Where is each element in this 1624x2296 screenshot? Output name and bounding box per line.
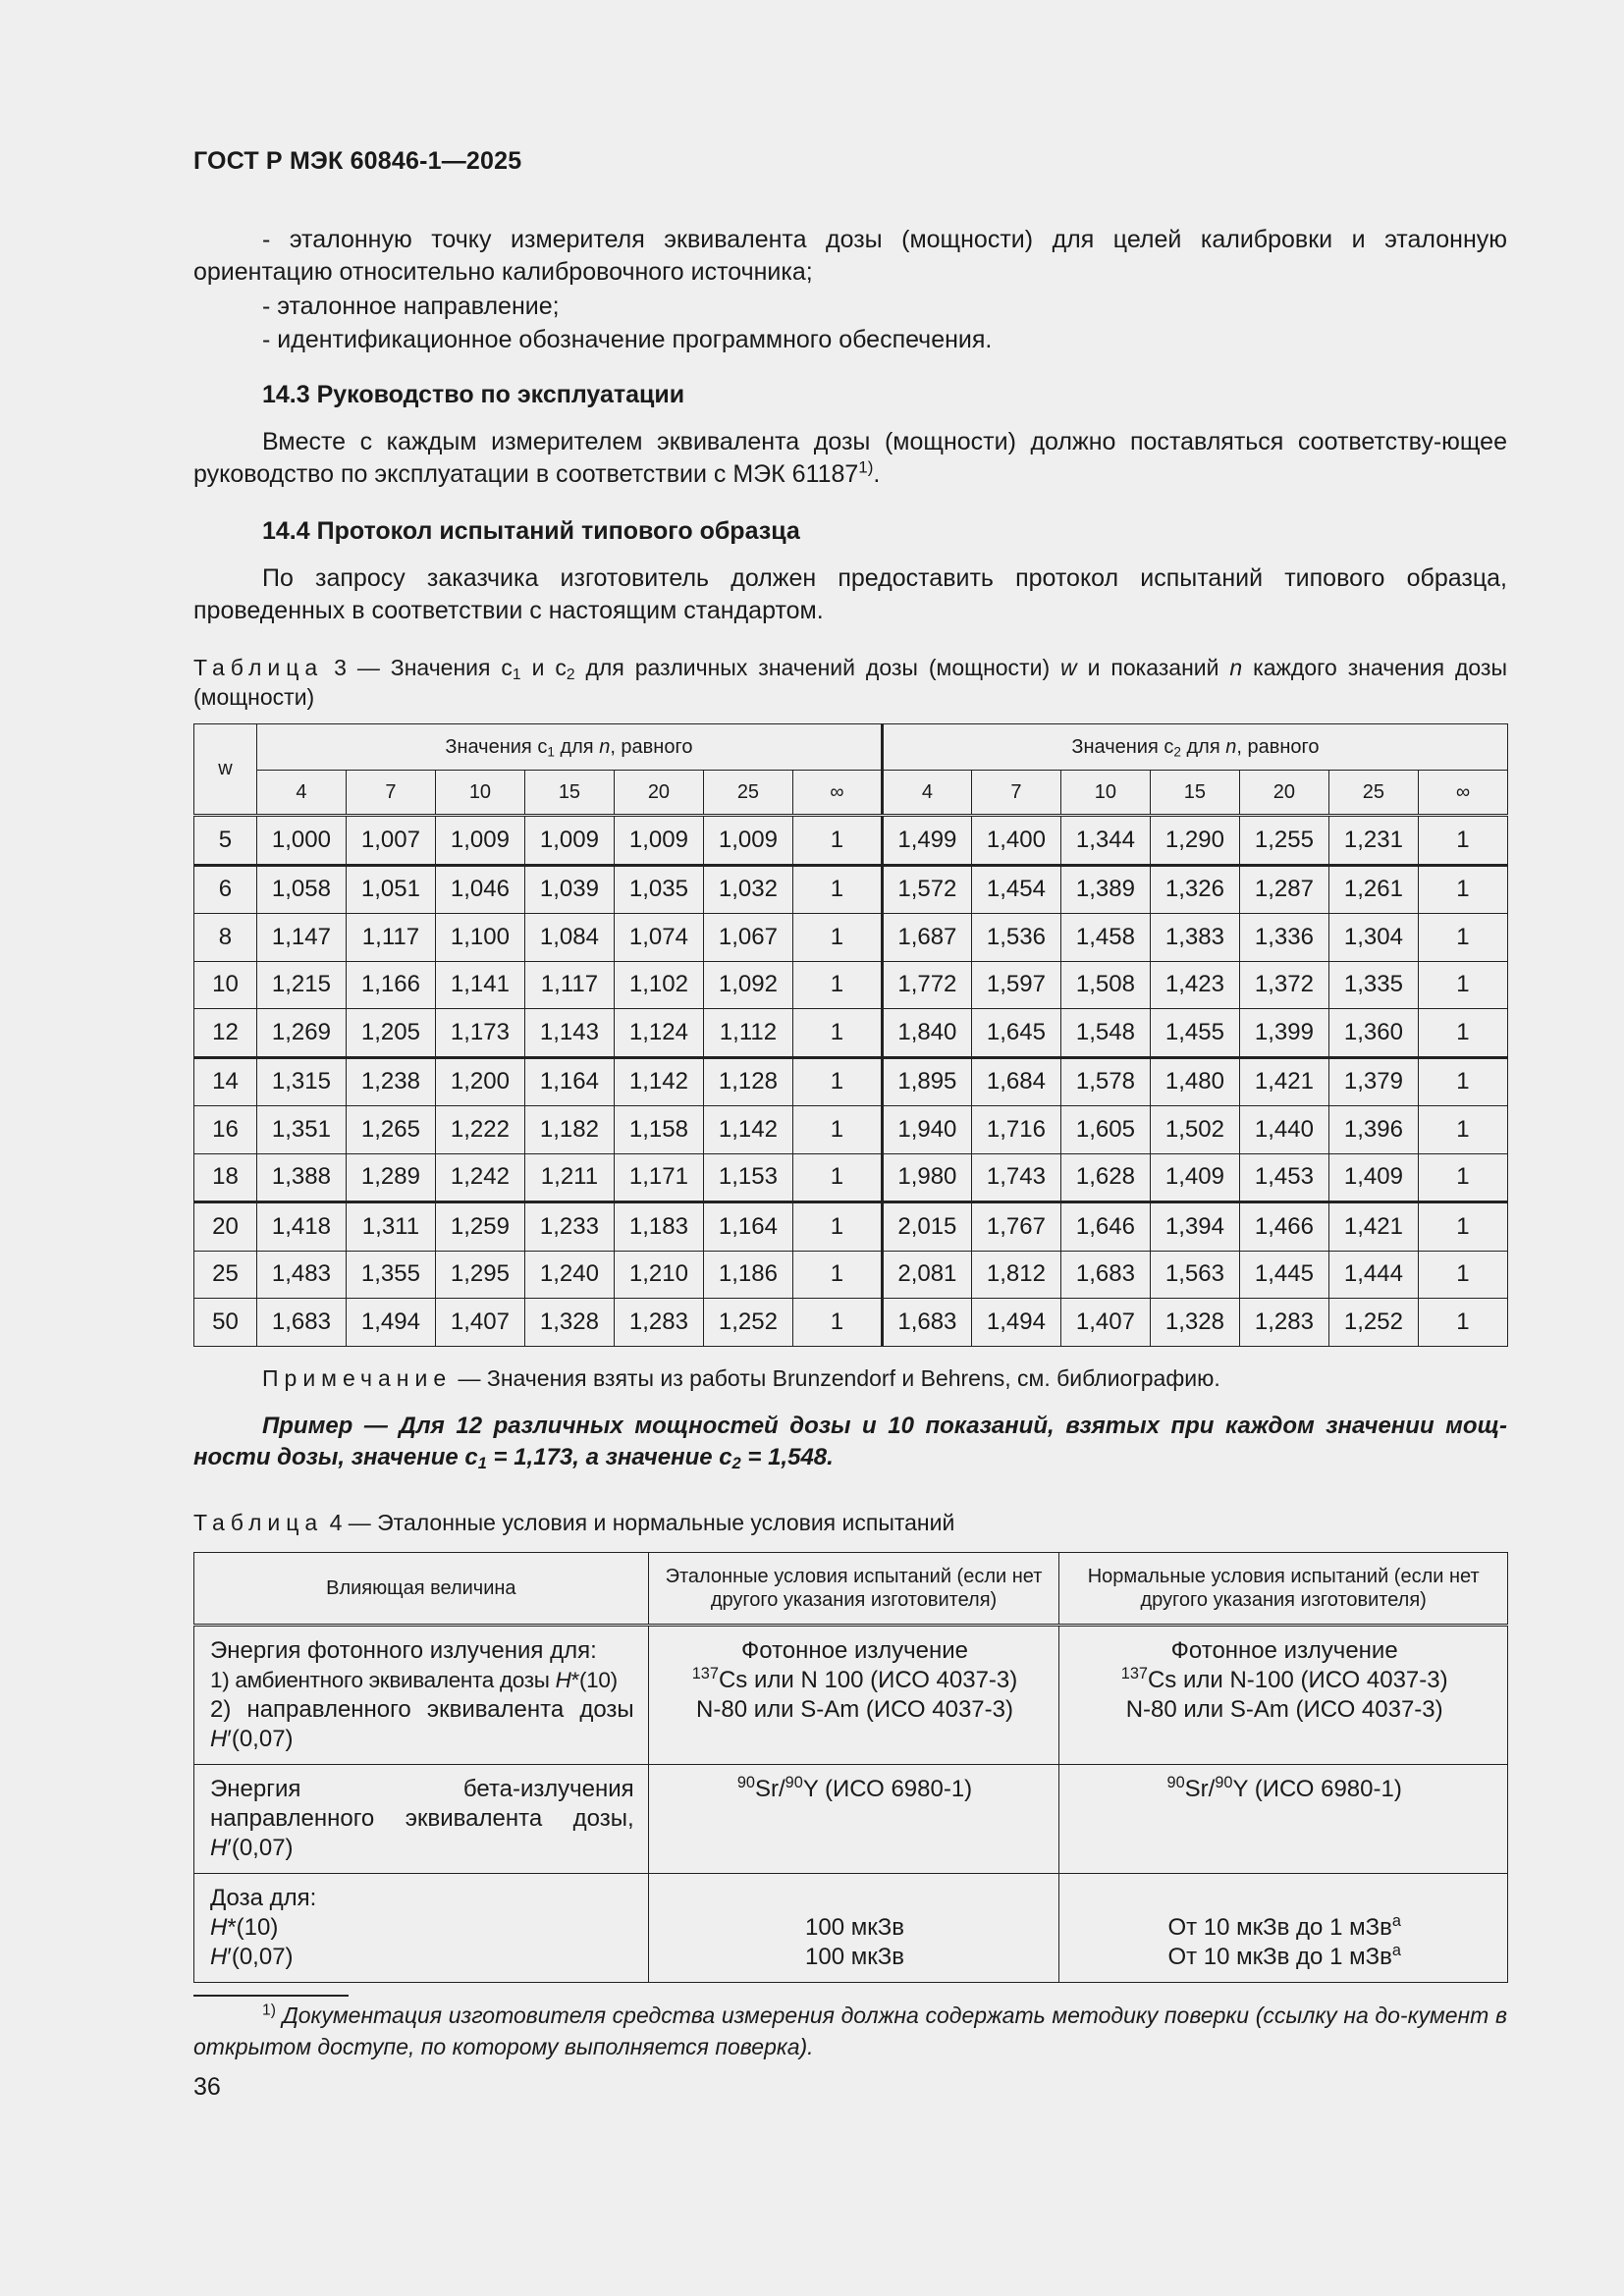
- table3-c1-cell: 1,173: [435, 1009, 524, 1058]
- table3-c1-cell: 1,032: [703, 865, 792, 914]
- table4-cell: Фотонное излучение $^{137}$Cs или N-100 (ИСО 4037-3) N-80 или S-Am (ИСО 4037-3): [1059, 1626, 1508, 1765]
- table3-c2-cell: 1,683: [1060, 1251, 1150, 1299]
- table3-n-header: 20: [614, 771, 703, 816]
- table-row: [194, 1202, 1508, 1252]
- table3-c1-cell: 1,211: [524, 1153, 614, 1202]
- table3-c2-group-header: Значения $c_2$ для n, равного: [882, 724, 1507, 771]
- table3-c1-cell: 1,092: [703, 961, 792, 1009]
- table3-c2-cell: 1,304: [1328, 914, 1418, 962]
- table3-w-header: w: [194, 724, 257, 816]
- table3-c1-cell: 1,153: [703, 1153, 792, 1202]
- table3-c2-cell: 1,684: [971, 1057, 1060, 1106]
- table3-c1-cell: 1: [792, 1153, 882, 1202]
- table3-c1-cell: 1: [792, 914, 882, 962]
- table3-c2-cell: 1,895: [882, 1057, 971, 1106]
- table3-c2-cell: 1,360: [1328, 1009, 1418, 1058]
- table3-c2-cell: 1,283: [1239, 1299, 1328, 1347]
- table3-c2-cell: 1,466: [1239, 1202, 1328, 1252]
- table4-cell: $^{90}$Sr/$^{90}$Y (ИСО 6980-1): [1059, 1765, 1508, 1874]
- table3-c1-cell: 1,328: [524, 1299, 614, 1347]
- table3-n-header: 15: [1150, 771, 1239, 816]
- table-row: [194, 1299, 1508, 1347]
- table4-header-influence: Влияющая величина: [194, 1553, 649, 1626]
- table3-n-header: ∞: [792, 771, 882, 816]
- table-row: [194, 961, 1508, 1009]
- table3-c1-cell: 1,100: [435, 914, 524, 962]
- table3-c2-cell: 1,743: [971, 1153, 1060, 1202]
- table-row: [194, 816, 1508, 866]
- table3-c2-cell: 1,605: [1060, 1106, 1150, 1154]
- table3-c2-cell: 1,399: [1239, 1009, 1328, 1058]
- table3-c2-cell: 1,508: [1060, 961, 1150, 1009]
- table3-c2-cell: 1,455: [1150, 1009, 1239, 1058]
- table3-w-cell: 10: [194, 961, 257, 1009]
- table3-c2-cell: 1,440: [1239, 1106, 1328, 1154]
- table3-c2-cell: 1,683: [882, 1299, 971, 1347]
- table3-c1-cell: 1,240: [524, 1251, 614, 1299]
- table3-c2-cell: 1: [1418, 865, 1507, 914]
- table3-c1-cell: 1,067: [703, 914, 792, 962]
- table-row: [194, 865, 1508, 914]
- table3-c1-cell: 1,164: [524, 1057, 614, 1106]
- table3-c2-cell: 1: [1418, 1202, 1507, 1252]
- table3-w-cell: 18: [194, 1153, 257, 1202]
- table3-c2-cell: 1,255: [1239, 816, 1328, 866]
- footnote: $^{1)}$ Документация изготовителя средства измерения должна содержать методику поверки (ссылку на до-кумент в открытом доступе, по которому выполняется поверка).: [193, 2002, 1507, 2059]
- table3-c1-cell: 1: [792, 865, 882, 914]
- table3-w-cell: 50: [194, 1299, 257, 1347]
- table3-c1-cell: 1,009: [524, 816, 614, 866]
- table3-w-cell: 5: [194, 816, 257, 866]
- table3-c2-cell: 1,597: [971, 961, 1060, 1009]
- table3-c1-cell: 1,142: [703, 1106, 792, 1154]
- table3-c2-cell: 1,716: [971, 1106, 1060, 1154]
- table3-c1-cell: 1,483: [256, 1251, 346, 1299]
- table3-c1-cell: 1: [792, 1106, 882, 1154]
- table3-c2-cell: 1,687: [882, 914, 971, 962]
- table3-c1-cell: 1: [792, 1057, 882, 1106]
- table3-c2-cell: 1,502: [1150, 1106, 1239, 1154]
- table4-cell: 100 мкЗв 100 мкЗв: [648, 1874, 1059, 1983]
- table3-c2-cell: 2,081: [882, 1251, 971, 1299]
- list-item-2: - эталонное направление;: [262, 293, 560, 320]
- table3-c2-cell: 1,231: [1328, 816, 1418, 866]
- table3-c2-cell: 1: [1418, 1299, 1507, 1347]
- table3-c2-cell: 1,645: [971, 1009, 1060, 1058]
- table3-w-cell: 6: [194, 865, 257, 914]
- table3-n-header: 4: [256, 771, 346, 816]
- table3-c1-cell: 1: [792, 961, 882, 1009]
- table3-c2-cell: 1,372: [1239, 961, 1328, 1009]
- table3-c1-cell: 1,283: [614, 1299, 703, 1347]
- table3-c1-cell: 1,315: [256, 1057, 346, 1106]
- table3-c1-cell: 1,171: [614, 1153, 703, 1202]
- table3-c1-cell: 1,233: [524, 1202, 614, 1252]
- table3-c2-cell: 1,400: [971, 816, 1060, 866]
- table3-n-header: 20: [1239, 771, 1328, 816]
- footnote-ref: 1): [858, 457, 874, 477]
- table3-c2-cell: 1,445: [1239, 1251, 1328, 1299]
- table3-c1-cell: 1,210: [614, 1251, 703, 1299]
- table3-c1-cell: 1,269: [256, 1009, 346, 1058]
- table3-c2-cell: 1,812: [971, 1251, 1060, 1299]
- table3-n-header: 25: [1328, 771, 1418, 816]
- table3-c2-cell: 1,772: [882, 961, 971, 1009]
- table3-c1-cell: 1,007: [346, 816, 435, 866]
- table3-w-cell: 16: [194, 1106, 257, 1154]
- table3-c2-cell: 1,326: [1150, 865, 1239, 914]
- table3-c1-cell: 1,164: [703, 1202, 792, 1252]
- table3-c1-cell: 1,295: [435, 1251, 524, 1299]
- table3-c2-cell: 1,287: [1239, 865, 1328, 914]
- table3-c2-cell: 1,407: [1060, 1299, 1150, 1347]
- table3-c2-cell: 1,389: [1060, 865, 1150, 914]
- table3-c1-cell: 1,147: [256, 914, 346, 962]
- table3-note: Примечание — Значения взяты из работы Brunzendorf и Behrens, см. библиографию.: [262, 1365, 1220, 1391]
- table3-c1-group-header: Значения $c_1$ для n, равного: [256, 724, 882, 771]
- table3-c2-cell: 1,261: [1328, 865, 1418, 914]
- table4: [193, 1552, 1508, 1983]
- table3-c1-cell: 1,311: [346, 1202, 435, 1252]
- table4-cell: $^{90}$Sr/$^{90}$Y (ИСО 6980-1): [648, 1765, 1059, 1874]
- table4-cell: От 10 мкЗв до 1 мЗв$^a$ От 10 мкЗв до 1 мЗв$^a$: [1059, 1874, 1508, 1983]
- table3: [193, 723, 1508, 1347]
- table3-c1-cell: 1,494: [346, 1299, 435, 1347]
- table4-header-reference: Эталонные условия испытаний (если нет другого указания изготовителя): [648, 1553, 1059, 1626]
- table3-c1-cell: 1,215: [256, 961, 346, 1009]
- table3-c1-cell: 1,259: [435, 1202, 524, 1252]
- list-item-1: - эталонную точку измерителя эквивалента дозы (мощности) для целей калибровки и эталонную ориентацию относительно калибровочного источника;: [193, 226, 1507, 286]
- page-number: 36: [193, 2073, 221, 2101]
- table3-c1-cell: 1,200: [435, 1057, 524, 1106]
- table3-w-cell: 25: [194, 1251, 257, 1299]
- table3-c1-cell: 1,186: [703, 1251, 792, 1299]
- table3-c2-cell: 1,980: [882, 1153, 971, 1202]
- table3-c2-cell: 1,480: [1150, 1057, 1239, 1106]
- table3-c2-cell: 1,628: [1060, 1153, 1150, 1202]
- table3-c2-cell: 1,563: [1150, 1251, 1239, 1299]
- table3-c1-cell: 1,407: [435, 1299, 524, 1347]
- table3-c1-cell: 1,009: [614, 816, 703, 866]
- section-14-4-text: По запросу заказчика изготовитель должен предоставить протокол испытаний типового образца, проведенных в соответствии с настоящим стандартом.: [193, 564, 1507, 624]
- table3-c2-cell: 1,840: [882, 1009, 971, 1058]
- table3-c1-cell: 1,205: [346, 1009, 435, 1058]
- table3-c2-cell: 1,940: [882, 1106, 971, 1154]
- section-14-3-title: 14.3 Руководство по эксплуатации: [262, 381, 685, 408]
- table3-c2-cell: 1: [1418, 961, 1507, 1009]
- table3-w-cell: 8: [194, 914, 257, 962]
- table3-c1-cell: 1,102: [614, 961, 703, 1009]
- table3-c2-cell: 1,409: [1328, 1153, 1418, 1202]
- table3-c1-cell: 1: [792, 1251, 882, 1299]
- table-row: [194, 1057, 1508, 1106]
- table-row: [194, 1626, 1508, 1765]
- table3-c1-cell: 1,166: [346, 961, 435, 1009]
- table3-n-header: 7: [346, 771, 435, 816]
- table3-n-header: 10: [435, 771, 524, 816]
- table3-c1-cell: 1,143: [524, 1009, 614, 1058]
- table3-c1-cell: 1,388: [256, 1153, 346, 1202]
- table3-c2-cell: 1,548: [1060, 1009, 1150, 1058]
- table3-caption: Таблица 3 — Значения $с_1$ и $с_2$ для различных значений дозы (мощности) w и показаний n каждого значения дозы (мощности): [193, 655, 1508, 710]
- table3-c1-cell: 1,046: [435, 865, 524, 914]
- table4-cell: Энергия фотонного излучения для: 1) амбиентного эквивалента дозы H*(10) 2) направленного эквивалента дозы H′(0,07): [194, 1626, 649, 1765]
- table-row: [194, 1765, 1508, 1874]
- table3-c1-cell: 1,128: [703, 1057, 792, 1106]
- table3-c2-cell: 1,409: [1150, 1153, 1239, 1202]
- table3-c1-cell: 1,238: [346, 1057, 435, 1106]
- table-row: [194, 1106, 1508, 1154]
- table3-c1-cell: 1: [792, 816, 882, 866]
- table3-c1-cell: 1,000: [256, 816, 346, 866]
- table3-c2-cell: 1,578: [1060, 1057, 1150, 1106]
- table3-c2-cell: 1,383: [1150, 914, 1239, 962]
- table3-c2-cell: 1: [1418, 914, 1507, 962]
- table3-c2-cell: 1,454: [971, 865, 1060, 914]
- table3-n-header: 15: [524, 771, 614, 816]
- table3-c2-cell: 1: [1418, 816, 1507, 866]
- table3-c2-cell: 1,335: [1328, 961, 1418, 1009]
- table3-c2-cell: 1,344: [1060, 816, 1150, 866]
- table3-c2-cell: 1,767: [971, 1202, 1060, 1252]
- table3-c1-cell: 1,182: [524, 1106, 614, 1154]
- table3-c2-cell: 1,453: [1239, 1153, 1328, 1202]
- table3-c2-cell: 1,646: [1060, 1202, 1150, 1252]
- table3-c1-cell: 1,252: [703, 1299, 792, 1347]
- section-14-3-text: Вместе с каждым измерителем эквивалента дозы (мощности) должно поставляться соответству-ющее руководство по эксплуатации в соответствии с МЭК 61187$^{1)}$.: [193, 428, 1507, 488]
- table3-c1-cell: 1,158: [614, 1106, 703, 1154]
- table4-header-normal: Нормальные условия испытаний (если нет другого указания изготовителя): [1059, 1553, 1508, 1626]
- table3-c2-cell: 1,252: [1328, 1299, 1418, 1347]
- table3-c2-cell: 1,458: [1060, 914, 1150, 962]
- table3-c2-cell: 1,536: [971, 914, 1060, 962]
- table3-c1-cell: 1,039: [524, 865, 614, 914]
- table4-cell: Фотонное излучение $^{137}$Cs или N 100 (ИСО 4037-3) N-80 или S-Am (ИСО 4037-3): [648, 1626, 1059, 1765]
- table3-c1-cell: 1: [792, 1009, 882, 1058]
- table3-c1-cell: 1,117: [524, 961, 614, 1009]
- table3-c2-cell: 1,328: [1150, 1299, 1239, 1347]
- table3-c1-cell: 1,009: [435, 816, 524, 866]
- table3-c1-cell: 1,265: [346, 1106, 435, 1154]
- footnote-separator: [193, 1995, 349, 1997]
- table3-c2-cell: 1: [1418, 1057, 1507, 1106]
- table3-n-header: 10: [1060, 771, 1150, 816]
- table3-c2-cell: 1,396: [1328, 1106, 1418, 1154]
- table3-c2-cell: 1,421: [1328, 1202, 1418, 1252]
- table3-c1-cell: 1,058: [256, 865, 346, 914]
- table3-c1-cell: 1: [792, 1299, 882, 1347]
- table3-c2-cell: 1,444: [1328, 1251, 1418, 1299]
- table3-c1-cell: 1,222: [435, 1106, 524, 1154]
- table4-cell: Энергия бета-излучения направленного эквивалента дозы, H′(0,07): [194, 1765, 649, 1874]
- example-paragraph: Пример — Для 12 различных мощностей дозы и 10 показаний, взятых при каждом значении мощ-ности дозы, значение $с_1 = 1,173$, а значение $с_2 = 1,548$.: [193, 1413, 1507, 1473]
- table3-c1-cell: 1,084: [524, 914, 614, 962]
- table4-cell: Доза для: H*(10) H′(0,07): [194, 1874, 649, 1983]
- document-header: ГОСТ Р МЭК 60846-1—2025: [193, 147, 522, 175]
- table-row: [194, 1009, 1508, 1058]
- table3-c1-cell: 1,074: [614, 914, 703, 962]
- table3-c1-cell: 1,051: [346, 865, 435, 914]
- table3-c2-cell: 1: [1418, 1251, 1507, 1299]
- table4-caption: Таблица 4 — Эталонные условия и нормальные условия испытаний: [193, 1510, 955, 1535]
- table-row: [194, 1251, 1508, 1299]
- table3-w-cell: 12: [194, 1009, 257, 1058]
- table3-c2-cell: 1,423: [1150, 961, 1239, 1009]
- table3-c1-cell: 1,418: [256, 1202, 346, 1252]
- table3-w-cell: 14: [194, 1057, 257, 1106]
- table3-c1-cell: 1,183: [614, 1202, 703, 1252]
- table3-c1-cell: 1,142: [614, 1057, 703, 1106]
- list-item-3: - идентификационное обозначение программного обеспечения.: [262, 326, 993, 353]
- table3-n-header: 4: [882, 771, 971, 816]
- table3-n-header: 7: [971, 771, 1060, 816]
- table3-c1-cell: 1,112: [703, 1009, 792, 1058]
- table3-c1-cell: 1,683: [256, 1299, 346, 1347]
- table3-c2-cell: 1: [1418, 1153, 1507, 1202]
- table3-c1-cell: 1,141: [435, 961, 524, 1009]
- table3-c1-cell: 1,035: [614, 865, 703, 914]
- table3-c1-cell: 1,117: [346, 914, 435, 962]
- table3-w-cell: 20: [194, 1202, 257, 1252]
- table3-c2-cell: 1,290: [1150, 816, 1239, 866]
- table3-c2-cell: 1,394: [1150, 1202, 1239, 1252]
- table3-c1-cell: 1,289: [346, 1153, 435, 1202]
- section-14-4-title: 14.4 Протокол испытаний типового образца: [262, 517, 800, 545]
- table3-c2-cell: 1,379: [1328, 1057, 1418, 1106]
- table3-c2-cell: 1: [1418, 1009, 1507, 1058]
- table3-c2-cell: 1,494: [971, 1299, 1060, 1347]
- table3-n-header: ∞: [1418, 771, 1507, 816]
- table3-c1-cell: 1,351: [256, 1106, 346, 1154]
- table3-n-header: 25: [703, 771, 792, 816]
- table3-c2-cell: 2,015: [882, 1202, 971, 1252]
- table3-c1-cell: 1,009: [703, 816, 792, 866]
- table3-c2-cell: 1,421: [1239, 1057, 1328, 1106]
- table3-c1-cell: 1,355: [346, 1251, 435, 1299]
- table3-c1-cell: 1,124: [614, 1009, 703, 1058]
- table-row: [194, 914, 1508, 962]
- table3-c2-cell: 1,499: [882, 816, 971, 866]
- table3-c1-cell: 1,242: [435, 1153, 524, 1202]
- table3-c1-cell: 1: [792, 1202, 882, 1252]
- table3-c2-cell: 1,336: [1239, 914, 1328, 962]
- table-row: [194, 1874, 1508, 1983]
- table3-c2-cell: 1: [1418, 1106, 1507, 1154]
- table3-c2-cell: 1,572: [882, 865, 971, 914]
- table-row: [194, 1153, 1508, 1202]
